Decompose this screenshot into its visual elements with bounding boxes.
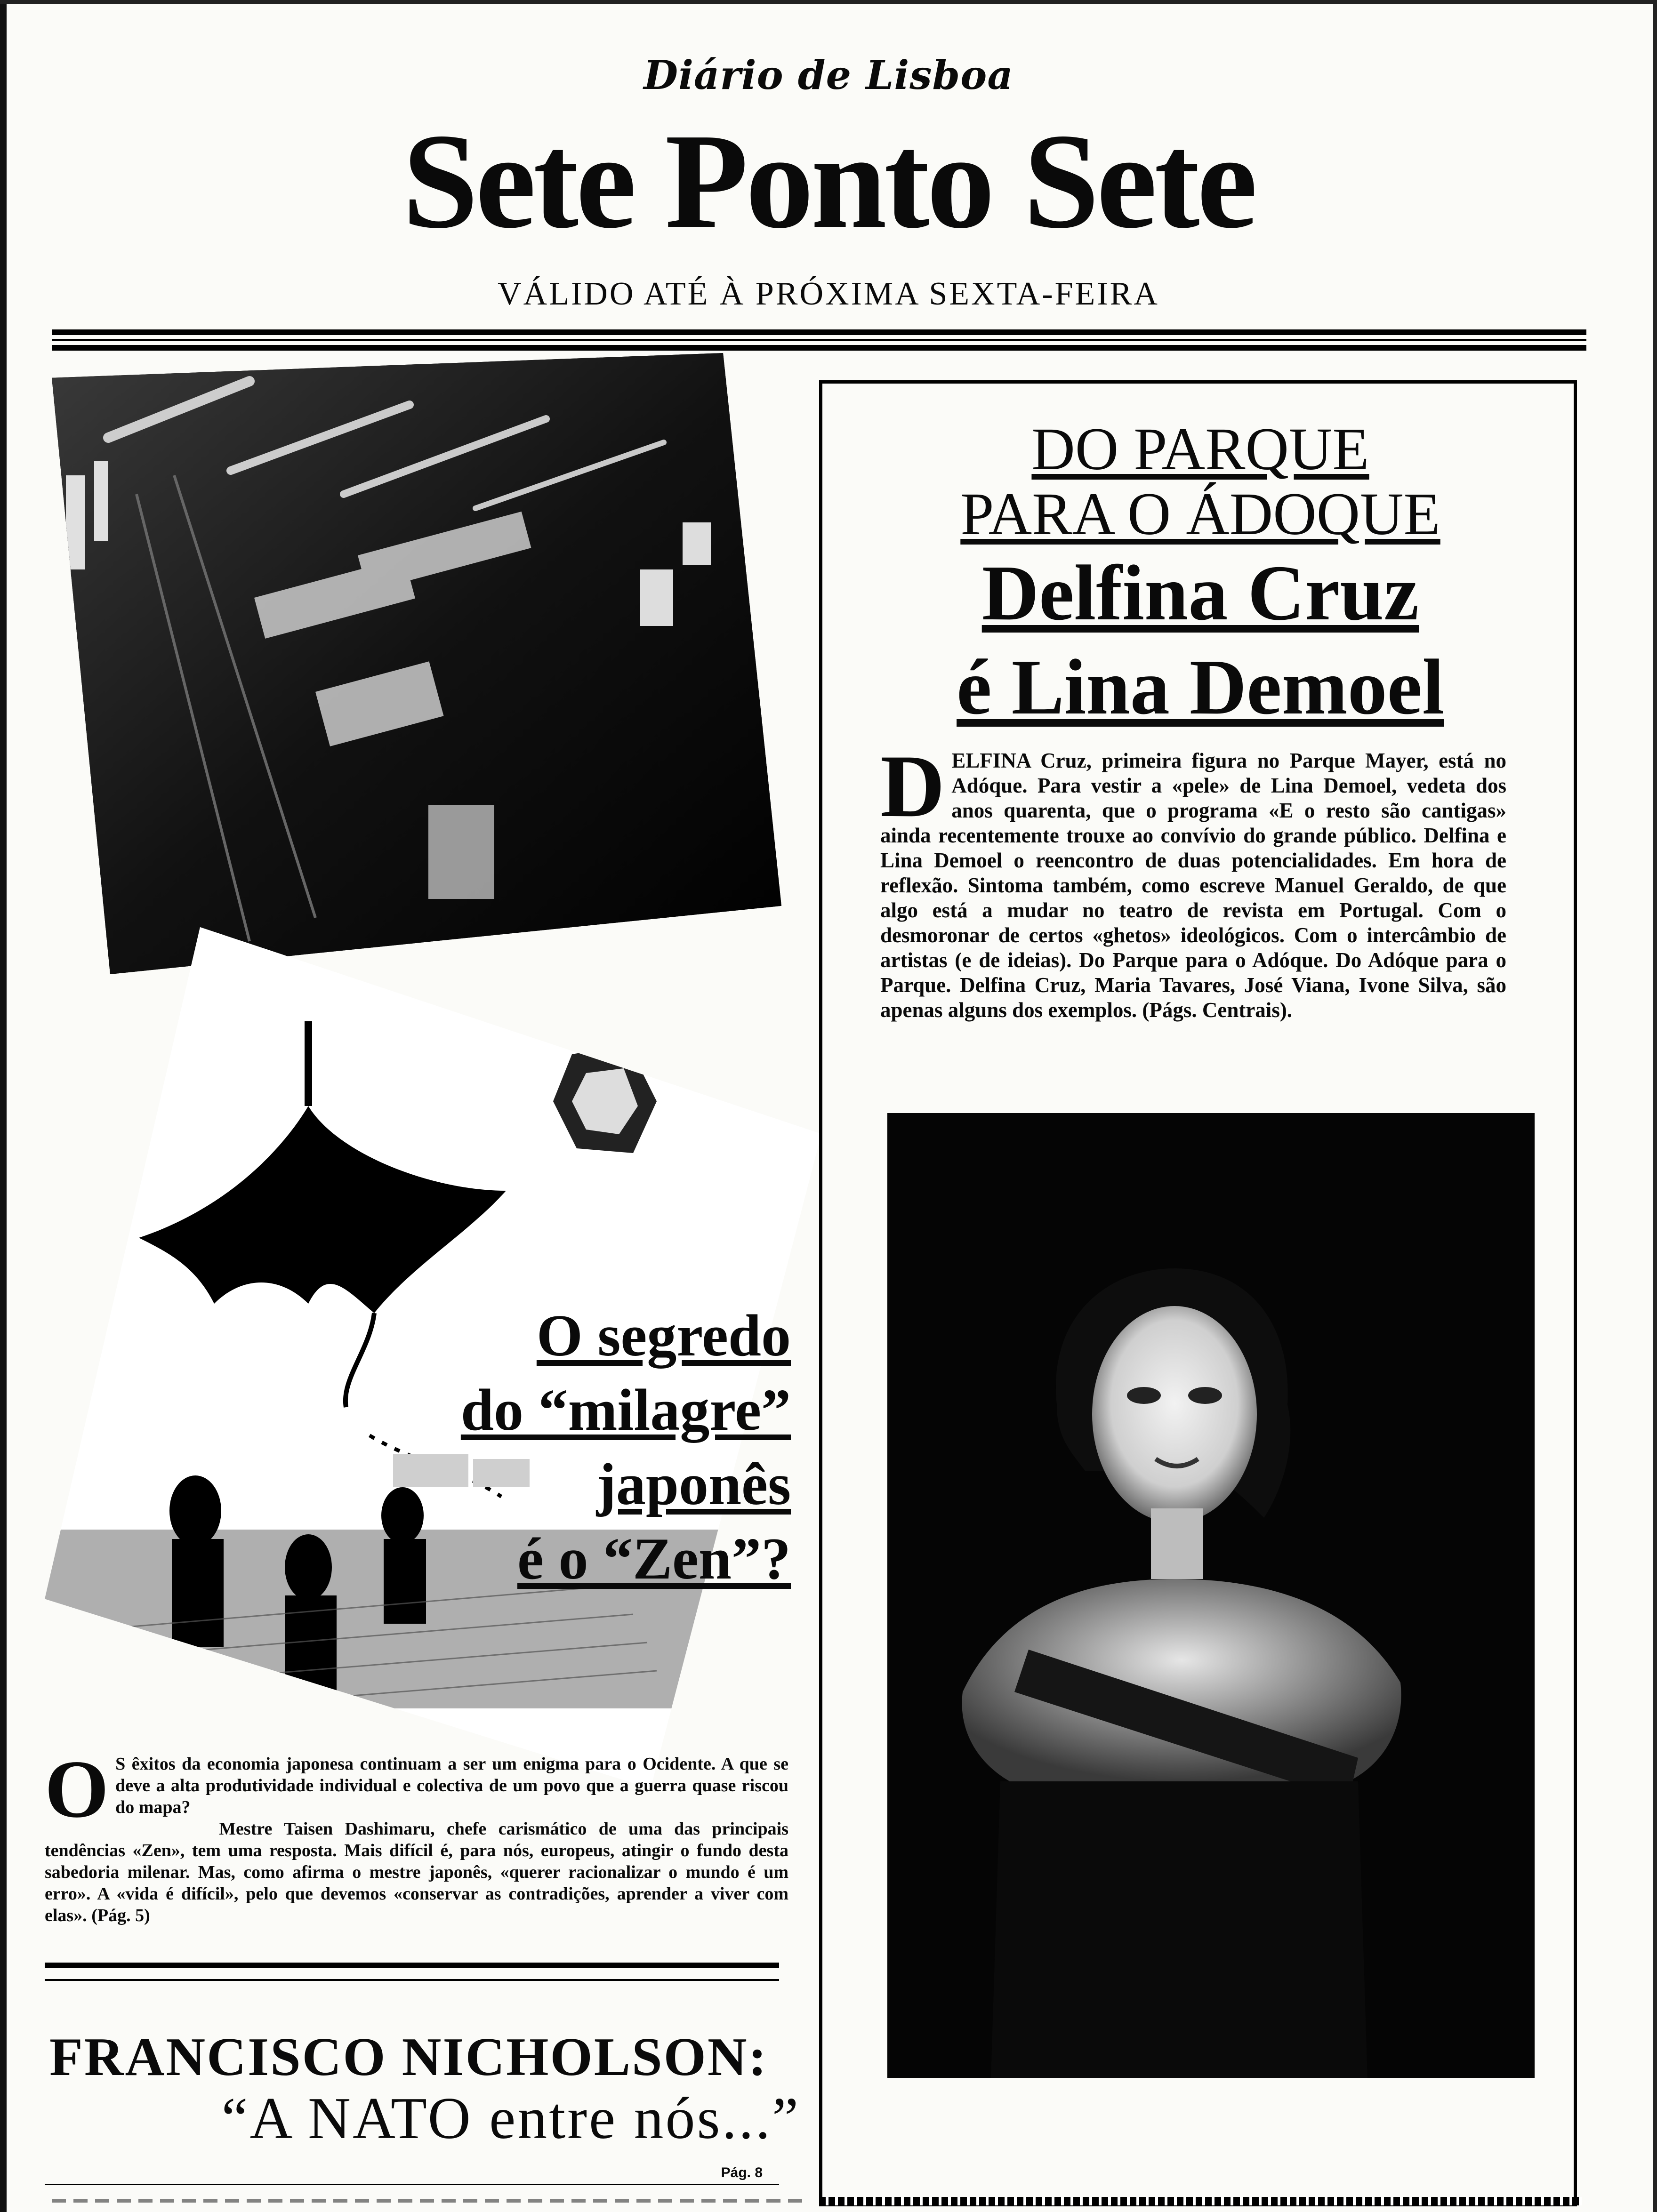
japan-headline-line-1: O segredo	[536, 1303, 791, 1369]
page-edge-top	[0, 0, 1657, 4]
nicholson-name: FRANCISCO NICHOLSON:	[49, 2027, 768, 2087]
kicker-line-1: DO PARQUE	[1031, 416, 1369, 482]
japan-dropcap: O	[45, 1743, 109, 1835]
headline-line-2: é Lina Demoel	[957, 643, 1444, 731]
japan-headline-line-3: japonês	[596, 1452, 791, 1517]
headline-line-1: Delfina Cruz	[981, 549, 1419, 637]
nicholson-quote: “A NATO entre nós...”	[221, 2086, 800, 2151]
validity-subtitle: VÁLIDO ATÉ À PRÓXIMA SEXTA-FEIRA	[498, 276, 1159, 312]
page-edge-left	[0, 0, 7, 2212]
japan-story-para-1: S êxitos da economia japonesa continuam a ser um enigma para o Ocidente. A que se deve a alta produtividade individual e colectiva de um povo que a guerra quase riscou do mapa?	[115, 1754, 788, 1817]
bottom-print-strip-left	[52, 2199, 805, 2203]
bottom-print-strip-right	[819, 2197, 1582, 2205]
masthead-rule-mid	[52, 339, 1586, 341]
section-rule-2	[45, 1979, 779, 1981]
supplement-title: Sete Ponto Sete	[402, 105, 1255, 256]
featured-story-body	[880, 737, 1506, 1023]
section-rule-1	[45, 1963, 779, 1968]
japan-headline-line-2: do “milagre”	[460, 1378, 791, 1443]
featured-dropcap: D	[880, 737, 945, 836]
section-rule-3	[45, 2184, 779, 2185]
featured-story-headline	[833, 546, 1568, 734]
interior-photo	[52, 353, 781, 974]
masthead-rule-bottom	[52, 345, 1586, 351]
japan-story-para-2: Mestre Taisen Dashimaru, chefe carismático de uma das principais tendências «Zen», tem uma resposta. Mais difícil é, para nós, europeus, atingir o fundo desta sabedoria milenar. Mas, como afirma o mestre japonês, «querer racionalizar o mundo é um erro». A «vida é difícil», pelo que devemos «conservar as contradições, aprender a viver com elas». (Pág. 5)	[45, 1819, 788, 1925]
portrait-photo-image	[887, 1113, 1535, 2078]
interior-photo-image	[52, 353, 781, 974]
japan-story-headline	[386, 1299, 791, 1596]
featured-story-kicker	[833, 417, 1568, 546]
portrait-photo	[887, 1113, 1535, 2078]
masthead-rule-top	[52, 329, 1586, 335]
nicholson-page-ref: Pág. 8	[721, 2165, 763, 2180]
newspaper-name: Diário de Lisboa	[643, 52, 1014, 98]
japan-story-body	[45, 1743, 788, 1926]
japan-headline-line-4: é o “Zen”?	[517, 1526, 791, 1592]
page-edge-right	[1653, 0, 1657, 2212]
featured-story-text: ELFINA Cruz, primeira figura no Parque Mayer, está no Adóque. Para vestir a «pele» de Lina Demoel, vedeta dos anos quarenta, que o programa «E o resto são cantigas» ainda recentemente trouxe ao convívio do grande público. Delfina e Lina Demoel o reencontro de duas potencialidades. Em hora de reflexão. Sintoma também, como escreve Manuel Geraldo, de que algo está a mudar no teatro de revista em Portugal. Com o desmoronar de certos «ghetos» ideológicos. Com o intercâmbio de artistas (e de ideias). Do Parque para o Adóque. Do Adóque para o Parque. Delfina Cruz, Maria Tavares, José Viana, Ivone Silva, são apenas alguns dos exemplos. (Págs. Centrais).	[880, 749, 1506, 1022]
kicker-line-2: PARA O ÁDOQUE	[960, 481, 1440, 547]
